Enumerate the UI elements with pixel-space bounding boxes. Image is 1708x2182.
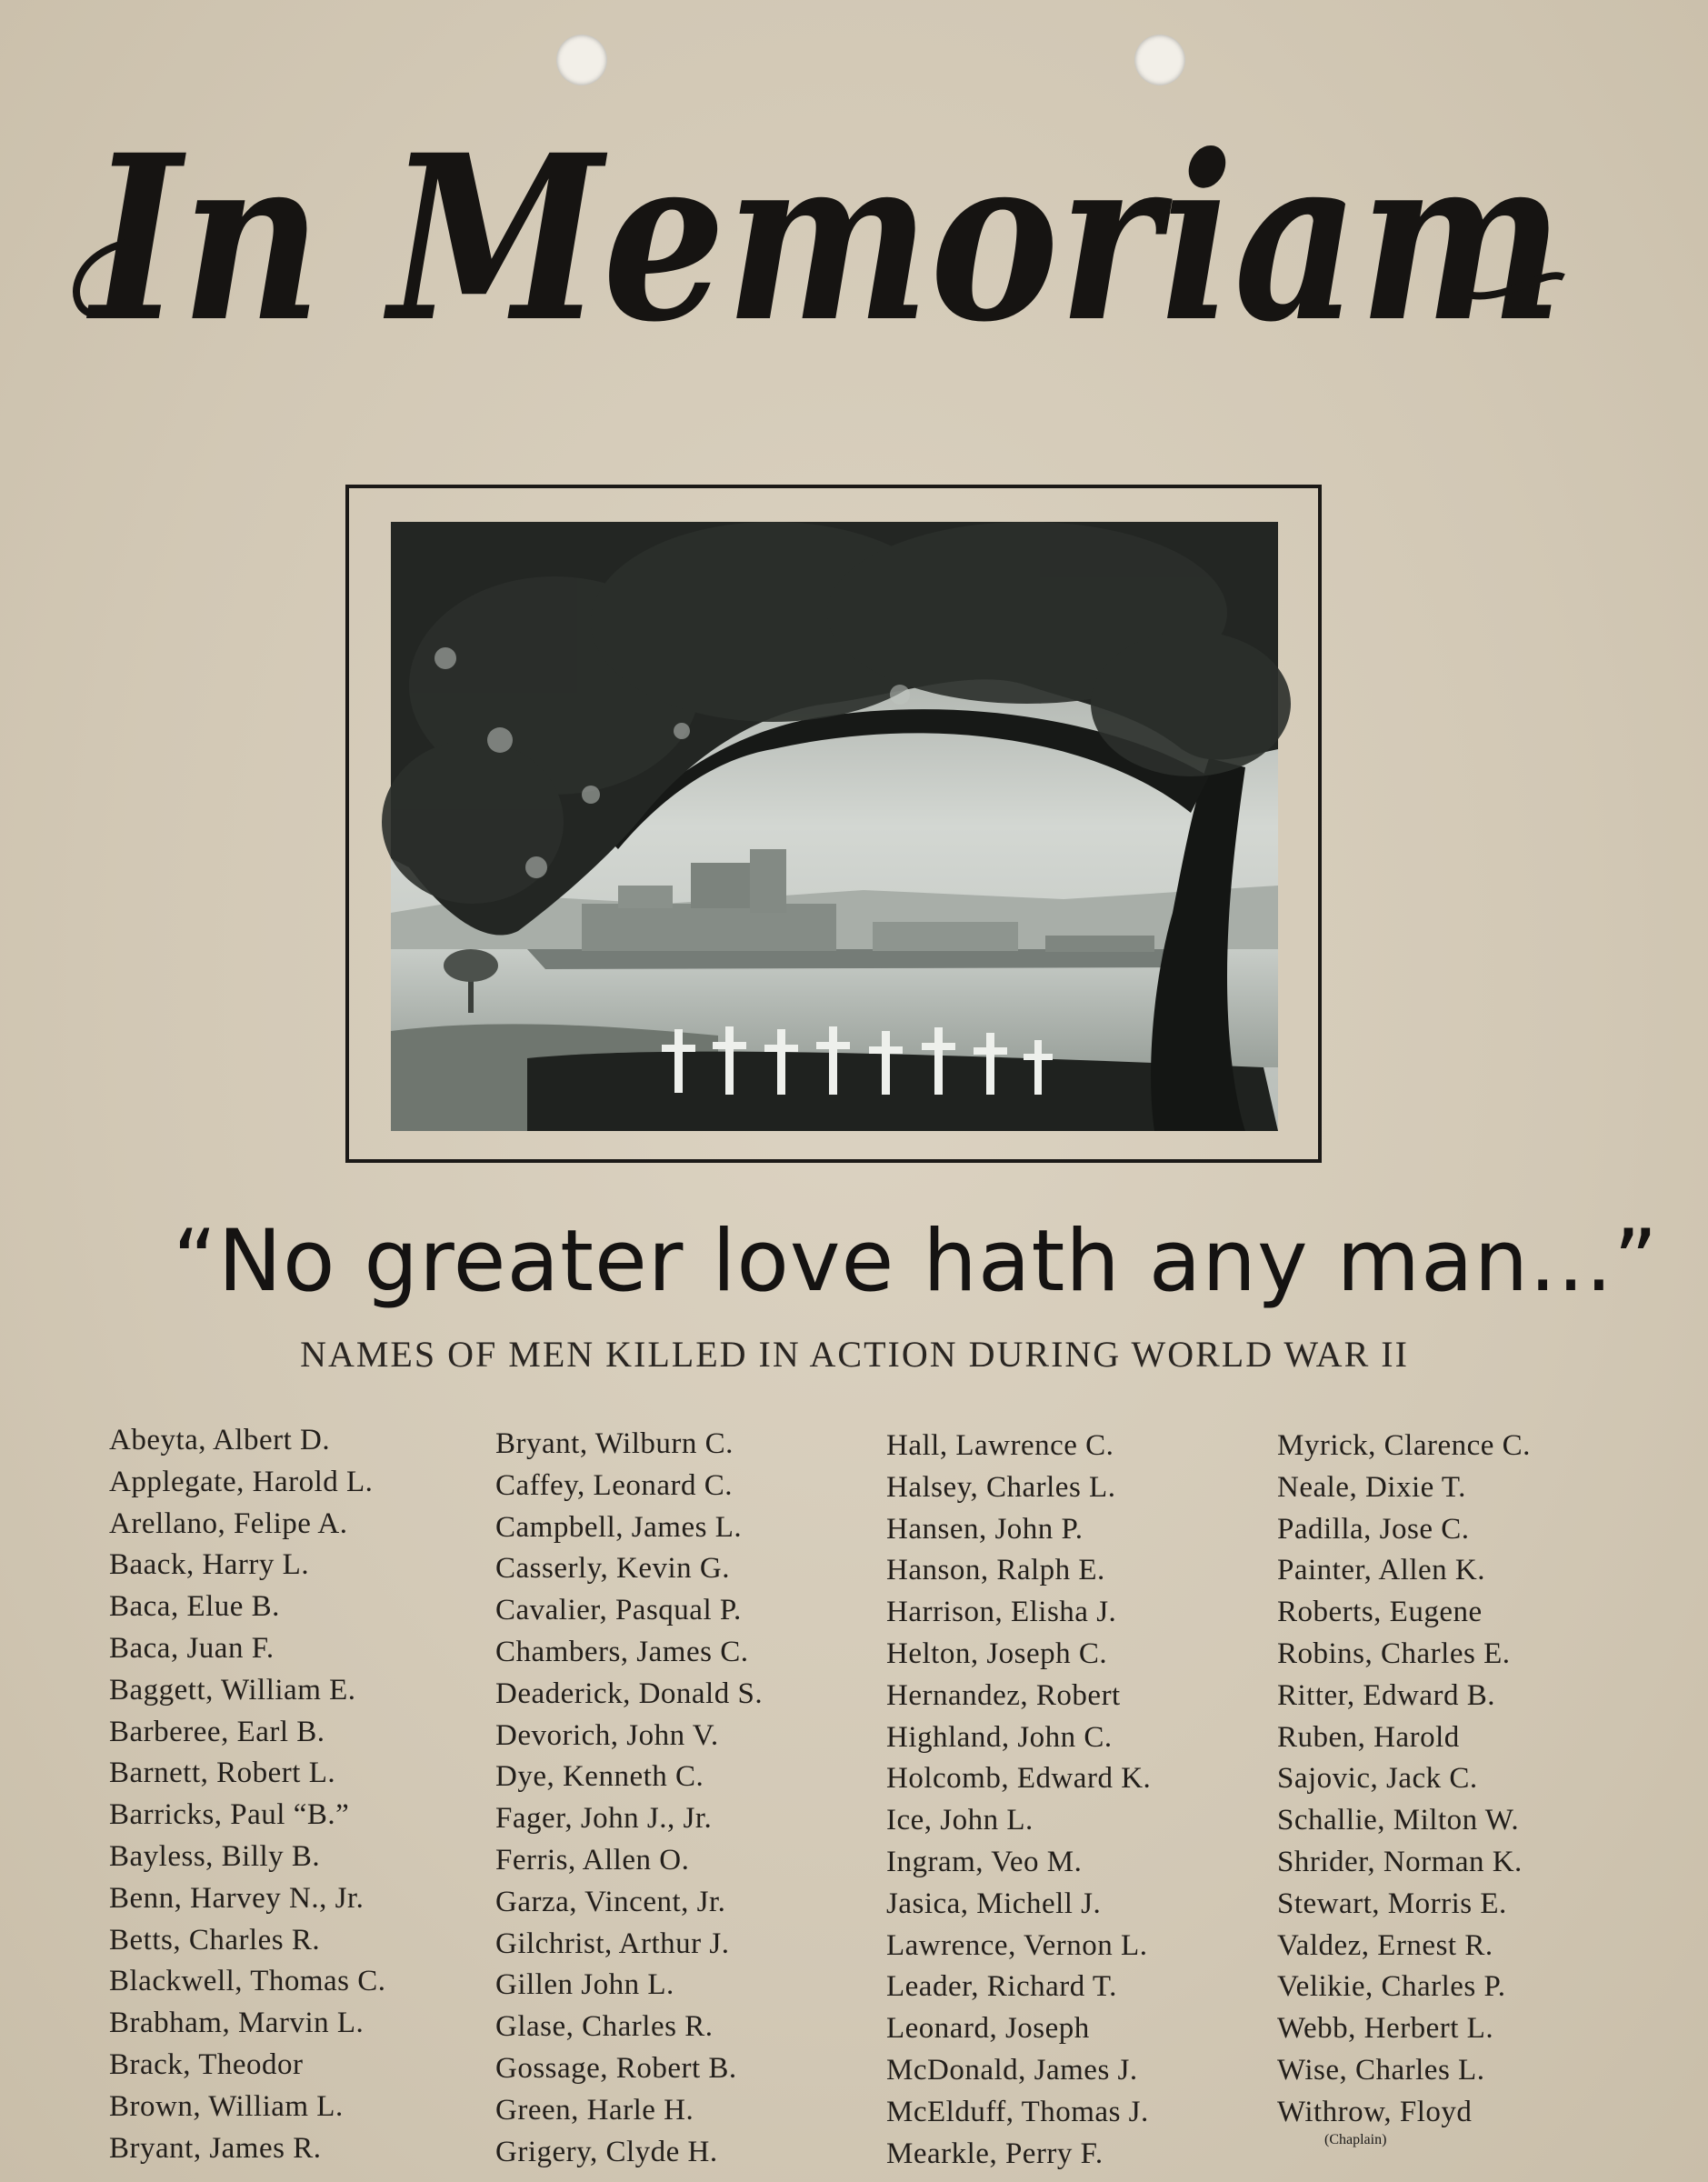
list-item: Shrider, Norman K. (1277, 1845, 1523, 1878)
names-column-4 (1277, 1426, 1531, 2154)
list-item: Ruben, Harold (1277, 1720, 1460, 1754)
memorial-photo (391, 522, 1278, 1131)
names-column-2 (495, 1424, 763, 2173)
list-item: Helton, Joseph C. (886, 1636, 1108, 1670)
list-item: McDonald, James J. (886, 2053, 1138, 2087)
list-item: Schallie, Milton W. (1277, 1804, 1520, 1837)
list-item: Lawrence, Vernon L. (886, 1928, 1148, 1962)
list-item: Abeyta, Albert D. (109, 1424, 331, 1456)
list-item: Brack, Theodor (109, 2047, 304, 2081)
list-item: Deaderick, Donald S. (495, 1677, 764, 1710)
memorial-photo-ship-tree-crosses-icon (391, 522, 1278, 1131)
list-item: Jasica, Michell J. (886, 1887, 1102, 1920)
list-item: Ritter, Edward B. (1277, 1678, 1495, 1712)
list-item: Padilla, Jose C. (1277, 1512, 1470, 1546)
list-item: McElduff, Thomas J. (886, 2095, 1149, 2128)
list-item: Hansen, John P. (886, 1512, 1084, 1546)
list-item: Hall, Lawrence C. (886, 1429, 1114, 1462)
list-item: Applegate, Harold L. (109, 1465, 374, 1498)
list-item: Roberts, Eugene (1277, 1596, 1483, 1629)
list-item: Baca, Juan F. (109, 1631, 275, 1665)
list-item: Gillen John L. (495, 1968, 674, 2002)
list-item: Caffey, Leonard C. (495, 1468, 733, 1502)
punch-hole-left (556, 35, 607, 85)
list-item: Myrick, Clarence C. (1277, 1429, 1531, 1462)
list-item: Bryant, James R. (109, 2131, 322, 2165)
list-item: Bayless, Billy B. (109, 1839, 321, 1873)
list-item: Highland, John C. (886, 1720, 1113, 1754)
list-item: Fager, John J., Jr. (495, 1802, 713, 1836)
list-item: Hanson, Ralph E. (886, 1554, 1105, 1587)
list-item: Valdez, Ernest R. (1277, 1928, 1493, 1962)
list-item: Brown, William L. (109, 2089, 344, 2123)
list-item: Grigery, Clyde H. (495, 2135, 718, 2168)
list-item: Neale, Dixie T. (1277, 1470, 1466, 1504)
list-item: Velikie, Charles P. (1277, 1970, 1506, 2004)
punch-hole-right (1134, 35, 1185, 85)
page-title-text: In Memoriam (85, 105, 1563, 372)
list-item: Barricks, Paul “B.” (109, 1798, 350, 1832)
list-item: Webb, Herbert L. (1277, 2012, 1494, 2046)
list-item: Arellano, Felipe A. (109, 1506, 348, 1540)
list-item: Halsey, Charles L. (886, 1470, 1116, 1504)
list-item: Green, Harle H. (495, 2093, 694, 2127)
memorial-quote: “No greater love hath any man...” (173, 1212, 1659, 1311)
list-item: Painter, Allen K. (1277, 1554, 1485, 1587)
list-item: Bryant, Wilburn C. (495, 1427, 734, 1460)
list-item: Baggett, William E. (109, 1673, 356, 1707)
list-item: Betts, Charles R. (109, 1923, 321, 1957)
list-item: Sajovic, Jack C. (1277, 1762, 1478, 1796)
list-item: Baack, Harry L. (109, 1548, 310, 1582)
list-item: Harrison, Elisha J. (886, 1596, 1117, 1629)
list-item: Garza, Vincent, Jr. (495, 1885, 726, 1918)
list-item: Holcomb, Edward K. (886, 1762, 1152, 1796)
list-item: Brabham, Marvin L. (109, 2007, 365, 2040)
list-item: Gossage, Robert B. (495, 2051, 737, 2085)
list-item: Gilchrist, Arthur J. (495, 1927, 730, 1960)
list-item: Benn, Harvey N., Jr. (109, 1881, 365, 1915)
list-item: Barnett, Robert L. (109, 1757, 336, 1790)
list-item: Cavalier, Pasqual P. (495, 1594, 742, 1627)
list-item: Ferris, Allen O. (495, 1843, 690, 1877)
list-item: Robins, Charles E. (1277, 1636, 1511, 1670)
list-item: Glase, Charles R. (495, 2010, 714, 2044)
names-column-3 (886, 1426, 1151, 2175)
list-item: Baca, Elue B. (109, 1590, 280, 1624)
list-item: Leonard, Joseph (886, 2012, 1090, 2046)
list-item: Stewart, Morris E. (1277, 1887, 1507, 1920)
list-item: Barberee, Earl B. (109, 1715, 325, 1748)
list-item: Ingram, Veo M. (886, 1845, 1083, 1878)
list-item: Ice, John L. (886, 1804, 1034, 1837)
list-item: Withrow, Floyd (1277, 2095, 1473, 2128)
list-item: Casserly, Kevin G. (495, 1552, 730, 1586)
chaplain-note: (Chaplain) (1324, 2131, 1387, 2147)
names-heading: NAMES OF MEN KILLED IN ACTION DURING WORLD WAR II (300, 1334, 1409, 1375)
list-item: Chambers, James C. (495, 1635, 749, 1668)
list-item: Leader, Richard T. (886, 1970, 1117, 2004)
list-item: Campbell, James L. (495, 1510, 743, 1544)
names-column-1 (109, 1420, 386, 2169)
list-item: Blackwell, Thomas C. (109, 1965, 386, 1998)
list-item: Wise, Charles L. (1277, 2053, 1485, 2087)
list-item: Devorich, John V. (495, 1718, 719, 1752)
page-title (55, 86, 1600, 377)
list-item: Dye, Kenneth C. (495, 1760, 704, 1794)
list-item: Mearkle, Perry F. (886, 2137, 1104, 2170)
list-item: Hernandez, Robert (886, 1678, 1121, 1712)
